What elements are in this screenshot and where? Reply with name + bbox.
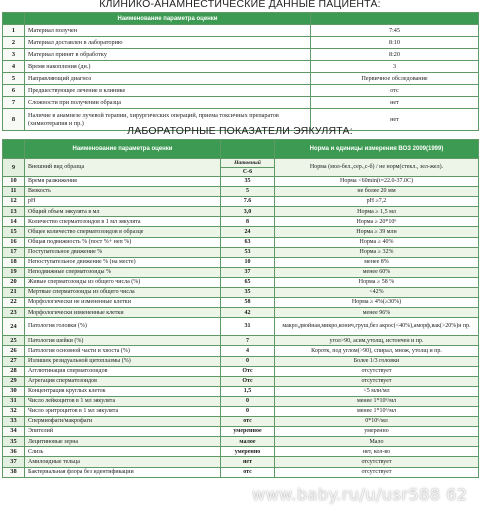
table-row xyxy=(3,318,479,336)
row-parameter: Поступательное движение % xyxy=(25,247,221,257)
row-norm: не более 20 мм xyxy=(275,187,479,197)
row-value: отс xyxy=(311,85,479,97)
table-row xyxy=(3,85,479,97)
table-row xyxy=(3,376,479,386)
table-row xyxy=(3,427,479,437)
row-number: 20 xyxy=(3,277,25,287)
row-norm: менее 60% xyxy=(275,267,479,277)
row-number: 9 xyxy=(3,159,25,177)
row-parameter: Спермиофаги/макрофаги xyxy=(25,417,221,427)
table-row xyxy=(3,267,479,277)
row-norm: менее 1*10⁶/мл xyxy=(275,396,479,406)
clinical-header-param: Наименование параметра оценки xyxy=(25,13,311,25)
row-value: нет xyxy=(311,109,479,131)
row-norm: умеренно xyxy=(275,427,479,437)
row-number: 34 xyxy=(3,427,25,437)
row-parameter: Слизь xyxy=(25,447,221,457)
row-value: 35 xyxy=(221,177,275,187)
row-norm: Норма ≥ 40% xyxy=(275,237,479,247)
row-value: 8 xyxy=(221,217,275,227)
row-norm: менее 8% xyxy=(275,257,479,267)
row-value: 35 xyxy=(221,288,275,298)
row-value: 65 xyxy=(221,277,275,287)
row-norm: отсутствует xyxy=(275,457,479,467)
row-number: 15 xyxy=(3,227,25,237)
row-number: 16 xyxy=(3,237,25,247)
row-parameter: Патология основной части и хвоста (%) xyxy=(25,346,221,356)
row-value: 7 xyxy=(221,336,275,346)
row-parameter: Агрегация сперматозоидов xyxy=(25,376,221,386)
row-value: 7:45 xyxy=(311,25,479,37)
row-value: 0 xyxy=(221,406,275,416)
row-parameter: Неподвижные сперматозоиды % xyxy=(25,267,221,277)
table-row xyxy=(3,308,479,318)
row-number: 14 xyxy=(3,217,25,227)
row-parameter: Число лейкоцитов в 1 мл эякулята xyxy=(25,396,221,406)
row-norm: угол>90, асим,утолщ, истончен и пр. xyxy=(275,336,479,346)
row-number: 32 xyxy=(3,406,25,416)
table-row xyxy=(3,257,479,267)
row-norm: Норма ≥ 4%(≥30%) xyxy=(275,298,479,308)
row-value: умеренно xyxy=(221,447,275,457)
row-value: нет xyxy=(221,457,275,467)
row-parameter: Эпителий xyxy=(25,427,221,437)
row-value: 10 xyxy=(221,257,275,267)
row-parameter: Предшествующее лечение в клинике xyxy=(25,85,311,97)
row-value xyxy=(221,159,275,177)
table-row xyxy=(3,447,479,457)
row-value: Первичное обследование xyxy=(311,73,479,85)
row-number: 12 xyxy=(3,197,25,207)
table-row xyxy=(3,437,479,447)
table-row xyxy=(3,73,479,85)
row-parameter: Патология шейки (%) xyxy=(25,336,221,346)
row-value: малое xyxy=(221,437,275,447)
row-number: 33 xyxy=(3,417,25,427)
table-row xyxy=(3,37,479,49)
table-row xyxy=(3,346,479,356)
table-row xyxy=(3,197,479,207)
row-value: 24 xyxy=(221,227,275,237)
native-value: С-6 xyxy=(242,168,253,175)
watermark-text: www.baby.ru/u/usr588 62 xyxy=(252,485,468,504)
row-value: 53 xyxy=(221,247,275,257)
row-parameter: Морфологически измененные клетки xyxy=(25,308,221,318)
table-row xyxy=(3,177,479,187)
row-number: 11 xyxy=(3,187,25,197)
table-row xyxy=(3,237,479,247)
row-norm: <5 млн/мл xyxy=(275,386,479,396)
row-norm: менее 96% xyxy=(275,308,479,318)
table-row xyxy=(3,417,479,427)
row-norm: Более 1/3 головки xyxy=(275,356,479,366)
row-norm: Мало xyxy=(275,437,479,447)
row-parameter: Общая подвижность % (пост %+ неп %) xyxy=(25,237,221,247)
row-parameter: Материал получен xyxy=(25,25,311,37)
table-row xyxy=(3,187,479,197)
table-row xyxy=(3,406,479,416)
row-number: 25 xyxy=(3,336,25,346)
row-parameter: Бактериальная флора без идентификации xyxy=(25,467,221,477)
row-parameter: Непоступательное движение % (на месте) xyxy=(25,257,221,267)
table-row xyxy=(3,336,479,346)
row-parameter: Направляющий диагноз xyxy=(25,73,311,85)
row-number: 3 xyxy=(3,49,25,61)
row-norm: менее 1*10⁶/мл xyxy=(275,406,479,416)
table-row xyxy=(3,25,479,37)
row-value: 3,0 xyxy=(221,207,275,217)
table-row xyxy=(3,457,479,467)
row-number: 31 xyxy=(3,396,25,406)
row-number: 18 xyxy=(3,257,25,267)
row-number: 24 xyxy=(3,318,25,336)
row-norm: <42% xyxy=(275,288,479,298)
table-row xyxy=(3,247,479,257)
row-number: 37 xyxy=(3,457,25,467)
row-number: 30 xyxy=(3,386,25,396)
table-row xyxy=(3,49,479,61)
table-row xyxy=(3,356,479,366)
row-parameter: Морфологически не измененные клетки xyxy=(25,298,221,308)
row-number: 29 xyxy=(3,376,25,386)
row-value: Отс xyxy=(221,366,275,376)
row-number: 5 xyxy=(3,73,25,85)
native-label: Натовный xyxy=(221,160,274,168)
row-number: 21 xyxy=(3,288,25,298)
row-number: 1 xyxy=(3,25,25,37)
lab-section-title: ЛАБОРАТОРНЫЕ ПОКАЗАТЕЛИ ЭЯКУЛЯТА: xyxy=(127,125,353,137)
row-value: нет xyxy=(311,97,479,109)
row-parameter: Наличие в анамнезе лучевой терапии, хирургических операций, приема токсичных препаратов (химиотерапия и пр.) xyxy=(25,109,311,131)
row-number: 22 xyxy=(3,298,25,308)
row-parameter: pH xyxy=(25,197,221,207)
row-value: 1,5 xyxy=(221,386,275,396)
row-parameter: Мертвые сперматозоиды из общего числа xyxy=(25,288,221,298)
table-row xyxy=(3,277,479,287)
row-value: 63 xyxy=(221,237,275,247)
table-row xyxy=(3,207,479,217)
row-parameter: Излишек резидуальной цитоплазмы (%) xyxy=(25,356,221,366)
row-value: умеренное xyxy=(221,427,275,437)
row-parameter: Общий объем эякулята в мл xyxy=(25,207,221,217)
table-row xyxy=(3,217,479,227)
row-value: 37 xyxy=(221,267,275,277)
row-number: 19 xyxy=(3,267,25,277)
row-parameter: Агглютинация сперматозоидов xyxy=(25,366,221,376)
row-parameter: Число эритроцитов в 1 мл эякулята xyxy=(25,406,221,416)
row-value: отс xyxy=(221,417,275,427)
table-row xyxy=(3,97,479,109)
table-row xyxy=(3,61,479,73)
row-parameter: Амилоидные тельца xyxy=(25,457,221,467)
row-parameter: Общее количество сперматозоидов в образце xyxy=(25,227,221,237)
row-norm: Норма ≥ 32% xyxy=(275,247,479,257)
row-number: 6 xyxy=(3,85,25,97)
row-parameter: Лецитиновые зерна xyxy=(25,437,221,447)
row-number: 36 xyxy=(3,447,25,457)
row-number: 28 xyxy=(3,366,25,376)
row-norm: pH ≥7,2 xyxy=(275,197,479,207)
row-norm: отсутствует xyxy=(275,467,479,477)
row-value: 8:20 xyxy=(311,49,479,61)
clinical-table xyxy=(2,12,479,131)
table-row xyxy=(3,288,479,298)
row-number: 7 xyxy=(3,97,25,109)
lab-header-norm: Норма и единицы измерения ВОЗ 2009(1999) xyxy=(275,140,479,159)
row-value: отс xyxy=(221,467,275,477)
row-norm: Норма ≥ 58 % xyxy=(275,277,479,287)
row-number: 17 xyxy=(3,247,25,257)
row-norm: 0*10⁶/мл xyxy=(275,417,479,427)
table-row xyxy=(3,159,479,177)
row-parameter: Живые сперматозоиды из общего числа (%) xyxy=(25,277,221,287)
row-norm: отсутствует xyxy=(275,376,479,386)
row-number: 10 xyxy=(3,177,25,187)
row-parameter: Патология головки (%) xyxy=(25,318,221,336)
row-norm: нет, кол-во xyxy=(275,447,479,457)
clinical-section-title: КЛИНИКО-АНАМНЕСТИЧЕСКИЕ ДАННЫЕ ПАЦИЕНТА: xyxy=(99,0,381,10)
lab-table xyxy=(2,139,479,478)
row-norm: Коротк, под углом(>90), спирал, множ, утолщ и пр. xyxy=(275,346,479,356)
lab-header-param: Наименование параметра оценки xyxy=(25,140,221,159)
row-number: 4 xyxy=(3,61,25,73)
row-number: 2 xyxy=(3,37,25,49)
table-row xyxy=(3,396,479,406)
row-value: 8:10 xyxy=(311,37,479,49)
row-value: 31 xyxy=(221,318,275,336)
row-number: 13 xyxy=(3,207,25,217)
row-number: 26 xyxy=(3,346,25,356)
row-parameter: Материал доставлен в лабораторию xyxy=(25,37,311,49)
row-norm: Норма <60min(t=22.0-37.0C) xyxy=(275,177,479,187)
row-number: 8 xyxy=(3,109,25,131)
table-row xyxy=(3,366,479,376)
row-value: 42 xyxy=(221,308,275,318)
row-parameter: Сложности при получении образца xyxy=(25,97,311,109)
row-parameter: Внешний вид образца xyxy=(25,159,221,177)
row-norm: Норма ≥ 1,5 мл xyxy=(275,207,479,217)
table-row xyxy=(3,467,479,477)
clinical-table-header xyxy=(3,13,479,25)
row-number: 35 xyxy=(3,437,25,447)
table-row xyxy=(3,227,479,237)
row-value: 3 xyxy=(311,61,479,73)
row-number: 38 xyxy=(3,467,25,477)
row-value: Отс xyxy=(221,376,275,386)
row-parameter: Концентрация круглых клеток xyxy=(25,386,221,396)
row-value: 5 xyxy=(221,187,275,197)
row-parameter: Материал принят в обработку xyxy=(25,49,311,61)
row-number: 27 xyxy=(3,356,25,366)
row-parameter: Вязкость xyxy=(25,187,221,197)
table-row xyxy=(3,298,479,308)
row-number: 23 xyxy=(3,308,25,318)
row-value: 4 xyxy=(221,346,275,356)
row-value: 0 xyxy=(221,396,275,406)
row-norm: Норма ≥ 39 млн xyxy=(275,227,479,237)
row-norm: Норма ≥ 20*10⁶ xyxy=(275,217,479,227)
row-value: 7.6 xyxy=(221,197,275,207)
lab-table-header xyxy=(3,140,479,159)
table-row xyxy=(3,386,479,396)
row-value: 58 xyxy=(221,298,275,308)
row-parameter: Время разжижения xyxy=(25,177,221,187)
row-value: 0 xyxy=(221,356,275,366)
row-norm: Норма (мол-бел.,сер.,с-б) / не норм(стекл., зел-жел). xyxy=(275,159,479,177)
row-norm: отсутствует xyxy=(275,366,479,376)
row-parameter: Время накопления (дн.) xyxy=(25,61,311,73)
row-parameter: Количество сперматозоидов в 1 мл эякулята xyxy=(25,217,221,227)
row-norm: макро,двойная,микро,конич,груш,без акрос(<40%),аморф,вак(>20%)н пр. xyxy=(275,318,479,336)
